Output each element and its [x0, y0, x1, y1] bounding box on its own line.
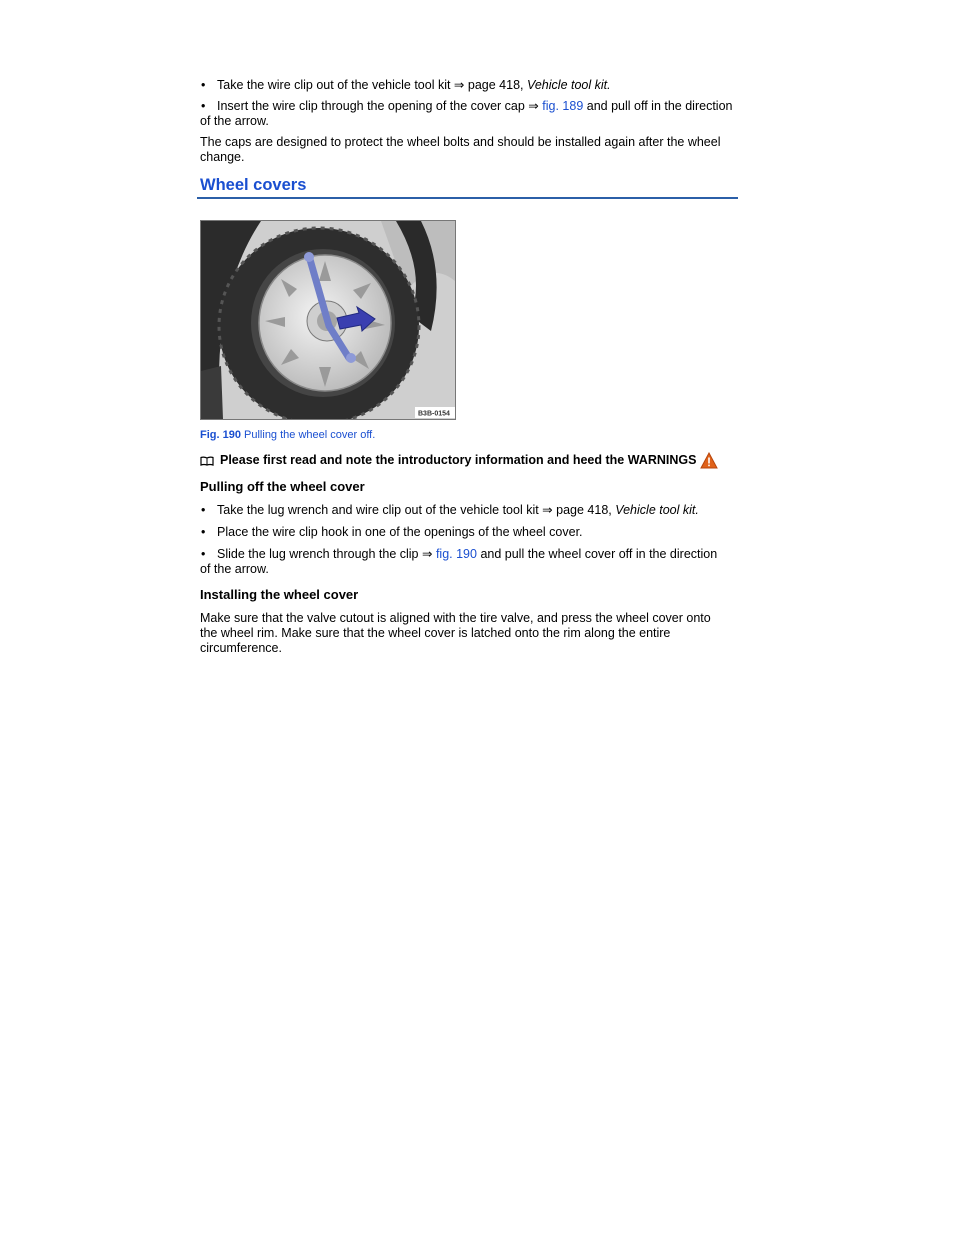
bullet-text-continued: and pull off in the direction of the arrow. — [200, 99, 733, 128]
body-paragraph: Make sure that the valve cutout is aligned with the tire valve, and press the wheel cover onto the wheel rim. Make sure that the wheel cover is latched onto the rim along the entire circumference. — [200, 611, 711, 655]
note-text: Please first read and note the introductory information and heed the WARNINGS — [220, 453, 697, 467]
bullet-text: Take the lug wrench and wire clip out of the vehicle tool kit ⇒ — [217, 503, 553, 517]
body-paragraph: The caps are designed to protect the wheel bolts and should be installed again after the wheel change. — [200, 135, 721, 164]
figure-number: Fig. 190 — [200, 429, 241, 441]
subheading-pulling-off: Pulling off the wheel cover — [200, 479, 365, 494]
list-item — [200, 78, 740, 93]
bullet-text: Place the wire clip hook in one of the openings of the wheel cover. — [217, 525, 583, 539]
figure-caption — [200, 429, 375, 442]
figure-link[interactable]: fig. 189 — [542, 99, 584, 113]
page-reference: page 418, — [467, 78, 524, 92]
bullet-dot: • — [201, 99, 206, 113]
wheel-cover-instructions — [200, 452, 730, 662]
bullet-dot: • — [201, 547, 206, 561]
cross-reference-title: Vehicle tool kit. — [526, 78, 611, 92]
figure-link[interactable]: fig. 190 — [435, 547, 477, 561]
page-reference: page 418, — [556, 503, 612, 517]
section-title: Wheel covers — [197, 175, 738, 199]
wheel-cover-figure — [200, 220, 456, 420]
warning-note — [200, 452, 730, 469]
list-item — [200, 99, 740, 129]
cross-reference-title: Vehicle tool kit. — [615, 503, 699, 517]
book-icon — [200, 456, 214, 466]
bullet-dot: • — [201, 78, 206, 92]
list-item — [200, 547, 730, 577]
figure-caption-text: Pulling the wheel cover off. — [244, 429, 376, 441]
bullet-text: Insert the wire clip through the opening of the cover cap ⇒ — [217, 99, 539, 113]
figure-code: B3B-0154 — [418, 410, 450, 418]
bullet-dot: • — [201, 503, 206, 517]
list-item — [200, 525, 730, 540]
warning-icon[interactable] — [700, 452, 718, 469]
bullet-text-continued: and pull the wheel cover off in the direction of the arrow. — [200, 547, 718, 576]
bullet-text: Slide the lug wrench through the clip ⇒ — [217, 547, 433, 561]
subheading-installing: Installing the wheel cover — [200, 587, 359, 602]
top-instructions — [200, 78, 740, 171]
list-item — [200, 503, 730, 518]
bullet-text: Take the wire clip out of the vehicle tool kit ⇒ — [217, 78, 465, 92]
bullet-dot: • — [201, 525, 206, 539]
